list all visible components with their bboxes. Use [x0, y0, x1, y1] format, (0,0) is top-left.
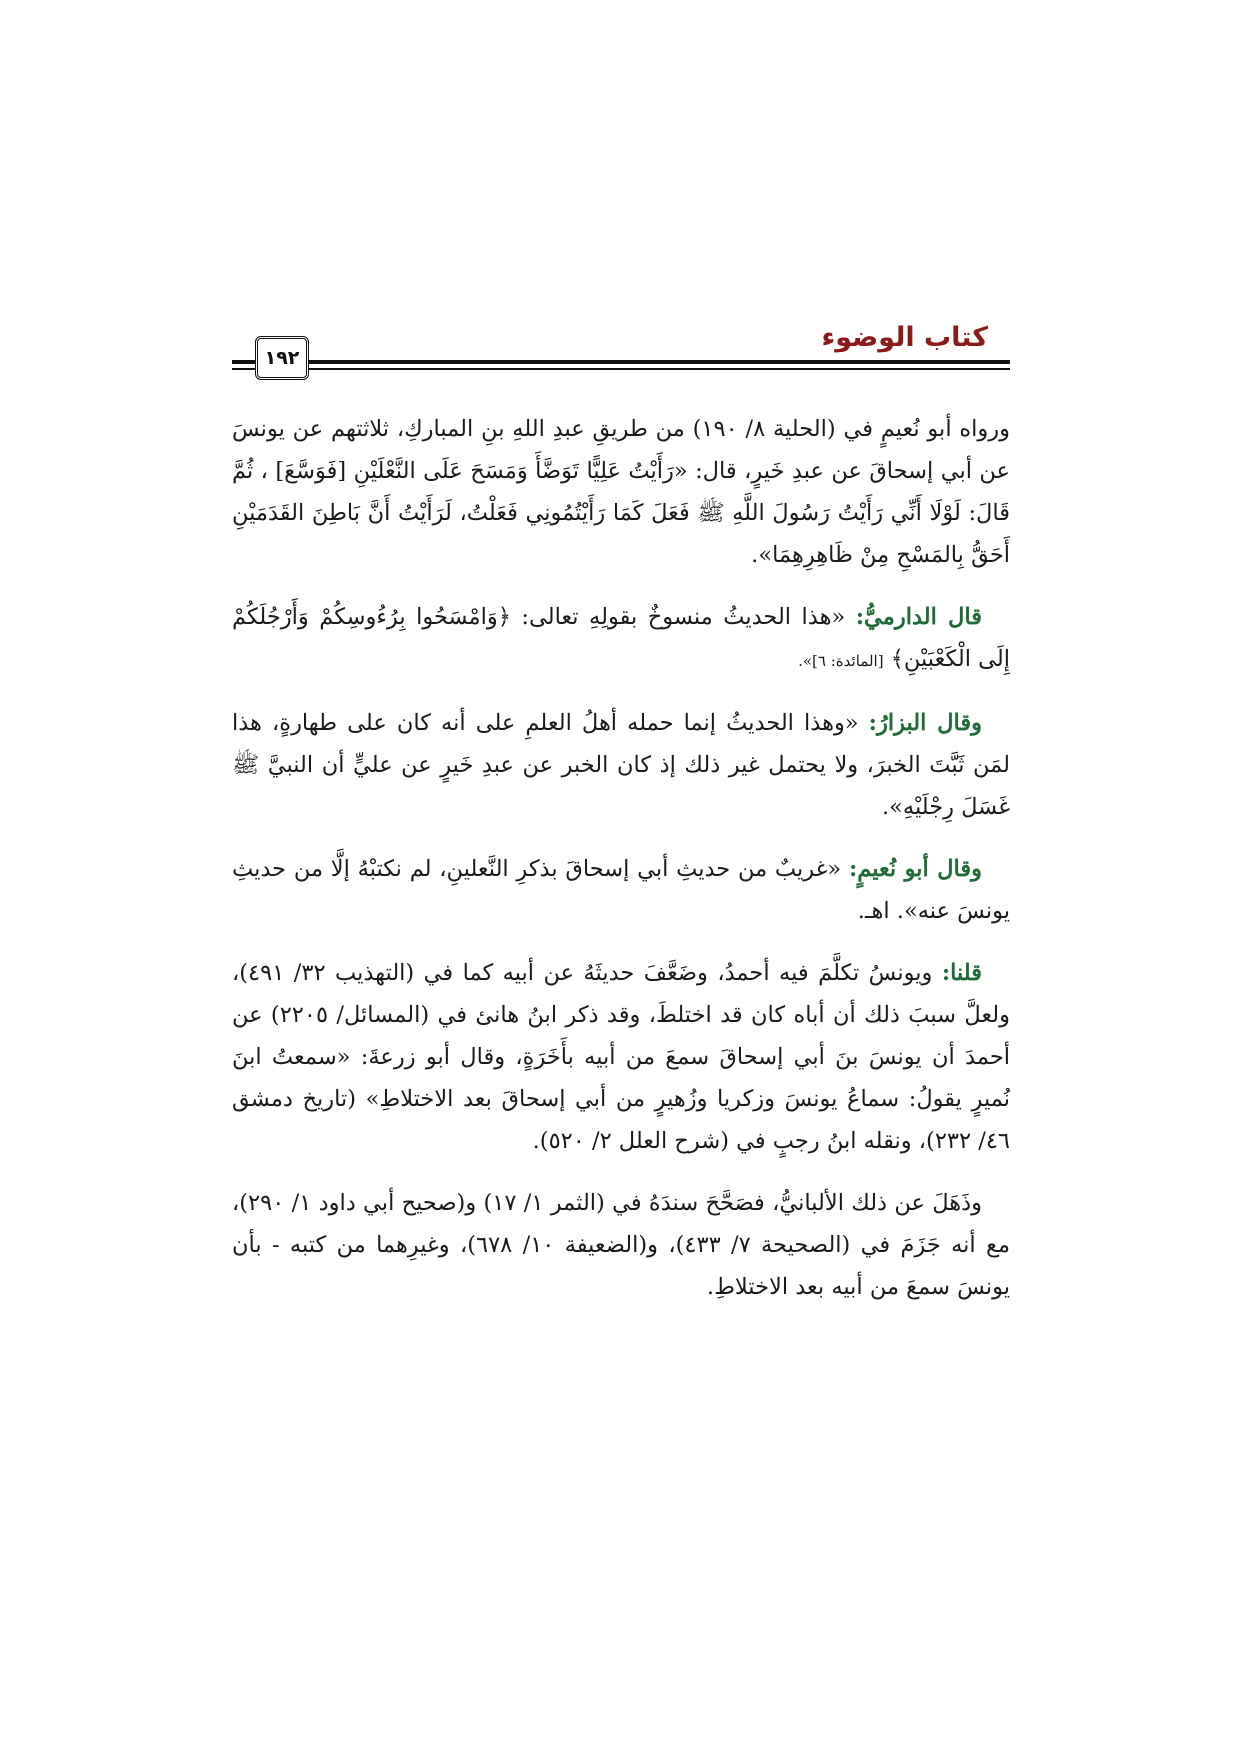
page-body — [232, 408, 1010, 1328]
darimi-text: «هذا الحديثُ منسوخٌ بقولِهِ تعالى: — [521, 604, 846, 630]
paragraph-1: ورواه أبو نُعيمٍ في (الحلية ٨/ ١٩٠) من طريقِ عبدِ اللهِ بنِ المباركِ، ثلاثتهم عن يونسَ عن أبي إسحاقَ عن عبدِ خَيرٍ، قال: «رَأَيْتُ عَلِيًّا تَوَضَّأَ وَمَسَحَ عَلَى النَّعْلَيْنِ [فَوَسَّعَ] ، ثُمَّ قَالَ: لَوْلَا أَنِّي رَأَيْتُ رَسُولَ اللَّهِ ﷺ فَعَلَ كَمَا رَأَيْتُمُونِي فَعَلْتُ، لَرَأَيْتُ أَنَّ بَاطِنَ القَدَمَيْنِ أَحَقُّ بِالمَسْحِ مِنْ ظَاهِرِهِمَا». — [232, 416, 1011, 568]
bazzar-label: وقال البزارُ: — [868, 710, 982, 736]
paragraph-darimi — [232, 596, 1010, 682]
abu-nuaym-text: «غريبٌ من حديثِ أبي إسحاقَ بذكرِ النَّعلينِ، لم نكتبْهُ إلَّا من حديثِ يونسَ عنه». اهـ. — [232, 856, 1010, 924]
paragraph-bazzar — [232, 702, 1010, 828]
header-rule-thin — [232, 368, 1010, 370]
book-title: كتاب الوضوء — [821, 322, 988, 353]
qulna-label: قلنا: — [941, 960, 983, 986]
paragraph-qulna — [232, 952, 1010, 1162]
verse-reference: [المائدة: ٦]». — [798, 652, 884, 670]
paragraph-abu-nuaym — [232, 848, 1010, 932]
page-header — [232, 322, 1010, 384]
bazzar-text: «وهذا الحديثُ إنما حمله أهلُ العلمِ على أنه كان على طهارةٍ، هذا لمَن ثَبَّتَ الخبرَ، ولا يحتمل غير ذلك إذ كان الخبر عن عبدِ خَيرٍ عن عليٍّ أن النبيَّ ﷺ غَسَلَ رِجْلَيْهِ». — [232, 710, 1010, 820]
page-number-badge — [255, 336, 309, 380]
qulna-text: ويونسُ تكلَّمَ فيه أحمدُ، وضَعَّفَ حديثَهُ عن أبيه كما في (التهذيب ٣٢/ ٤٩١)، ولعلَّ سببَ ذلك أن أباه كان قد اختلطَ، وقد ذكر ابنُ هانئ في (المسائل/ ٢٢٠٥) عن أحمدَ أن يونسَ بنَ أبي إسحاقَ سمعَ من أبيه بأَخَرَةٍ، وقال أبو زرعةَ: «سمعتُ ابنَ نُميرٍ يقولُ: سماعُ يونسَ وزكريا وزُهيرٍ من أبي إسحاقَ بعد الاختلاطِ» (تاريخ دمشق ٤٦/ ٢٣٢)، ونقله ابنُ رجبٍ في (شرح العلل ٢/ ٥٢٠). — [232, 960, 1011, 1154]
quran-verse: ﴿وَامْسَحُوا بِرُءُوسِكُمْ وَأَرْجُلَكُمْ إِلَى الْكَعْبَيْنِ﴾ — [232, 604, 1010, 672]
paragraph-albani: وذَهَلَ عن ذلك الألبانيُّ، فصَحَّحَ سندَهُ في (الثمر ١/ ١٧) و(صحيح أبي داود ١/ ٢٩٠)، مع أنه جَزَمَ في (الصحيحة ٧/ ٤٣٣)، و(الضعيفة ١٠/ ٦٧٨)، وغيرِهما من كتبه - بأن يونسَ سمعَ من أبيه بعد الاختلاطِ. — [232, 1190, 1010, 1300]
page-number: ١٩٢ — [264, 347, 300, 369]
darimi-label: قال الدارميُّ: — [855, 604, 982, 630]
abu-nuaym-label: وقال أبو نُعيمٍ: — [848, 856, 982, 882]
header-rule-thick — [232, 360, 1010, 364]
